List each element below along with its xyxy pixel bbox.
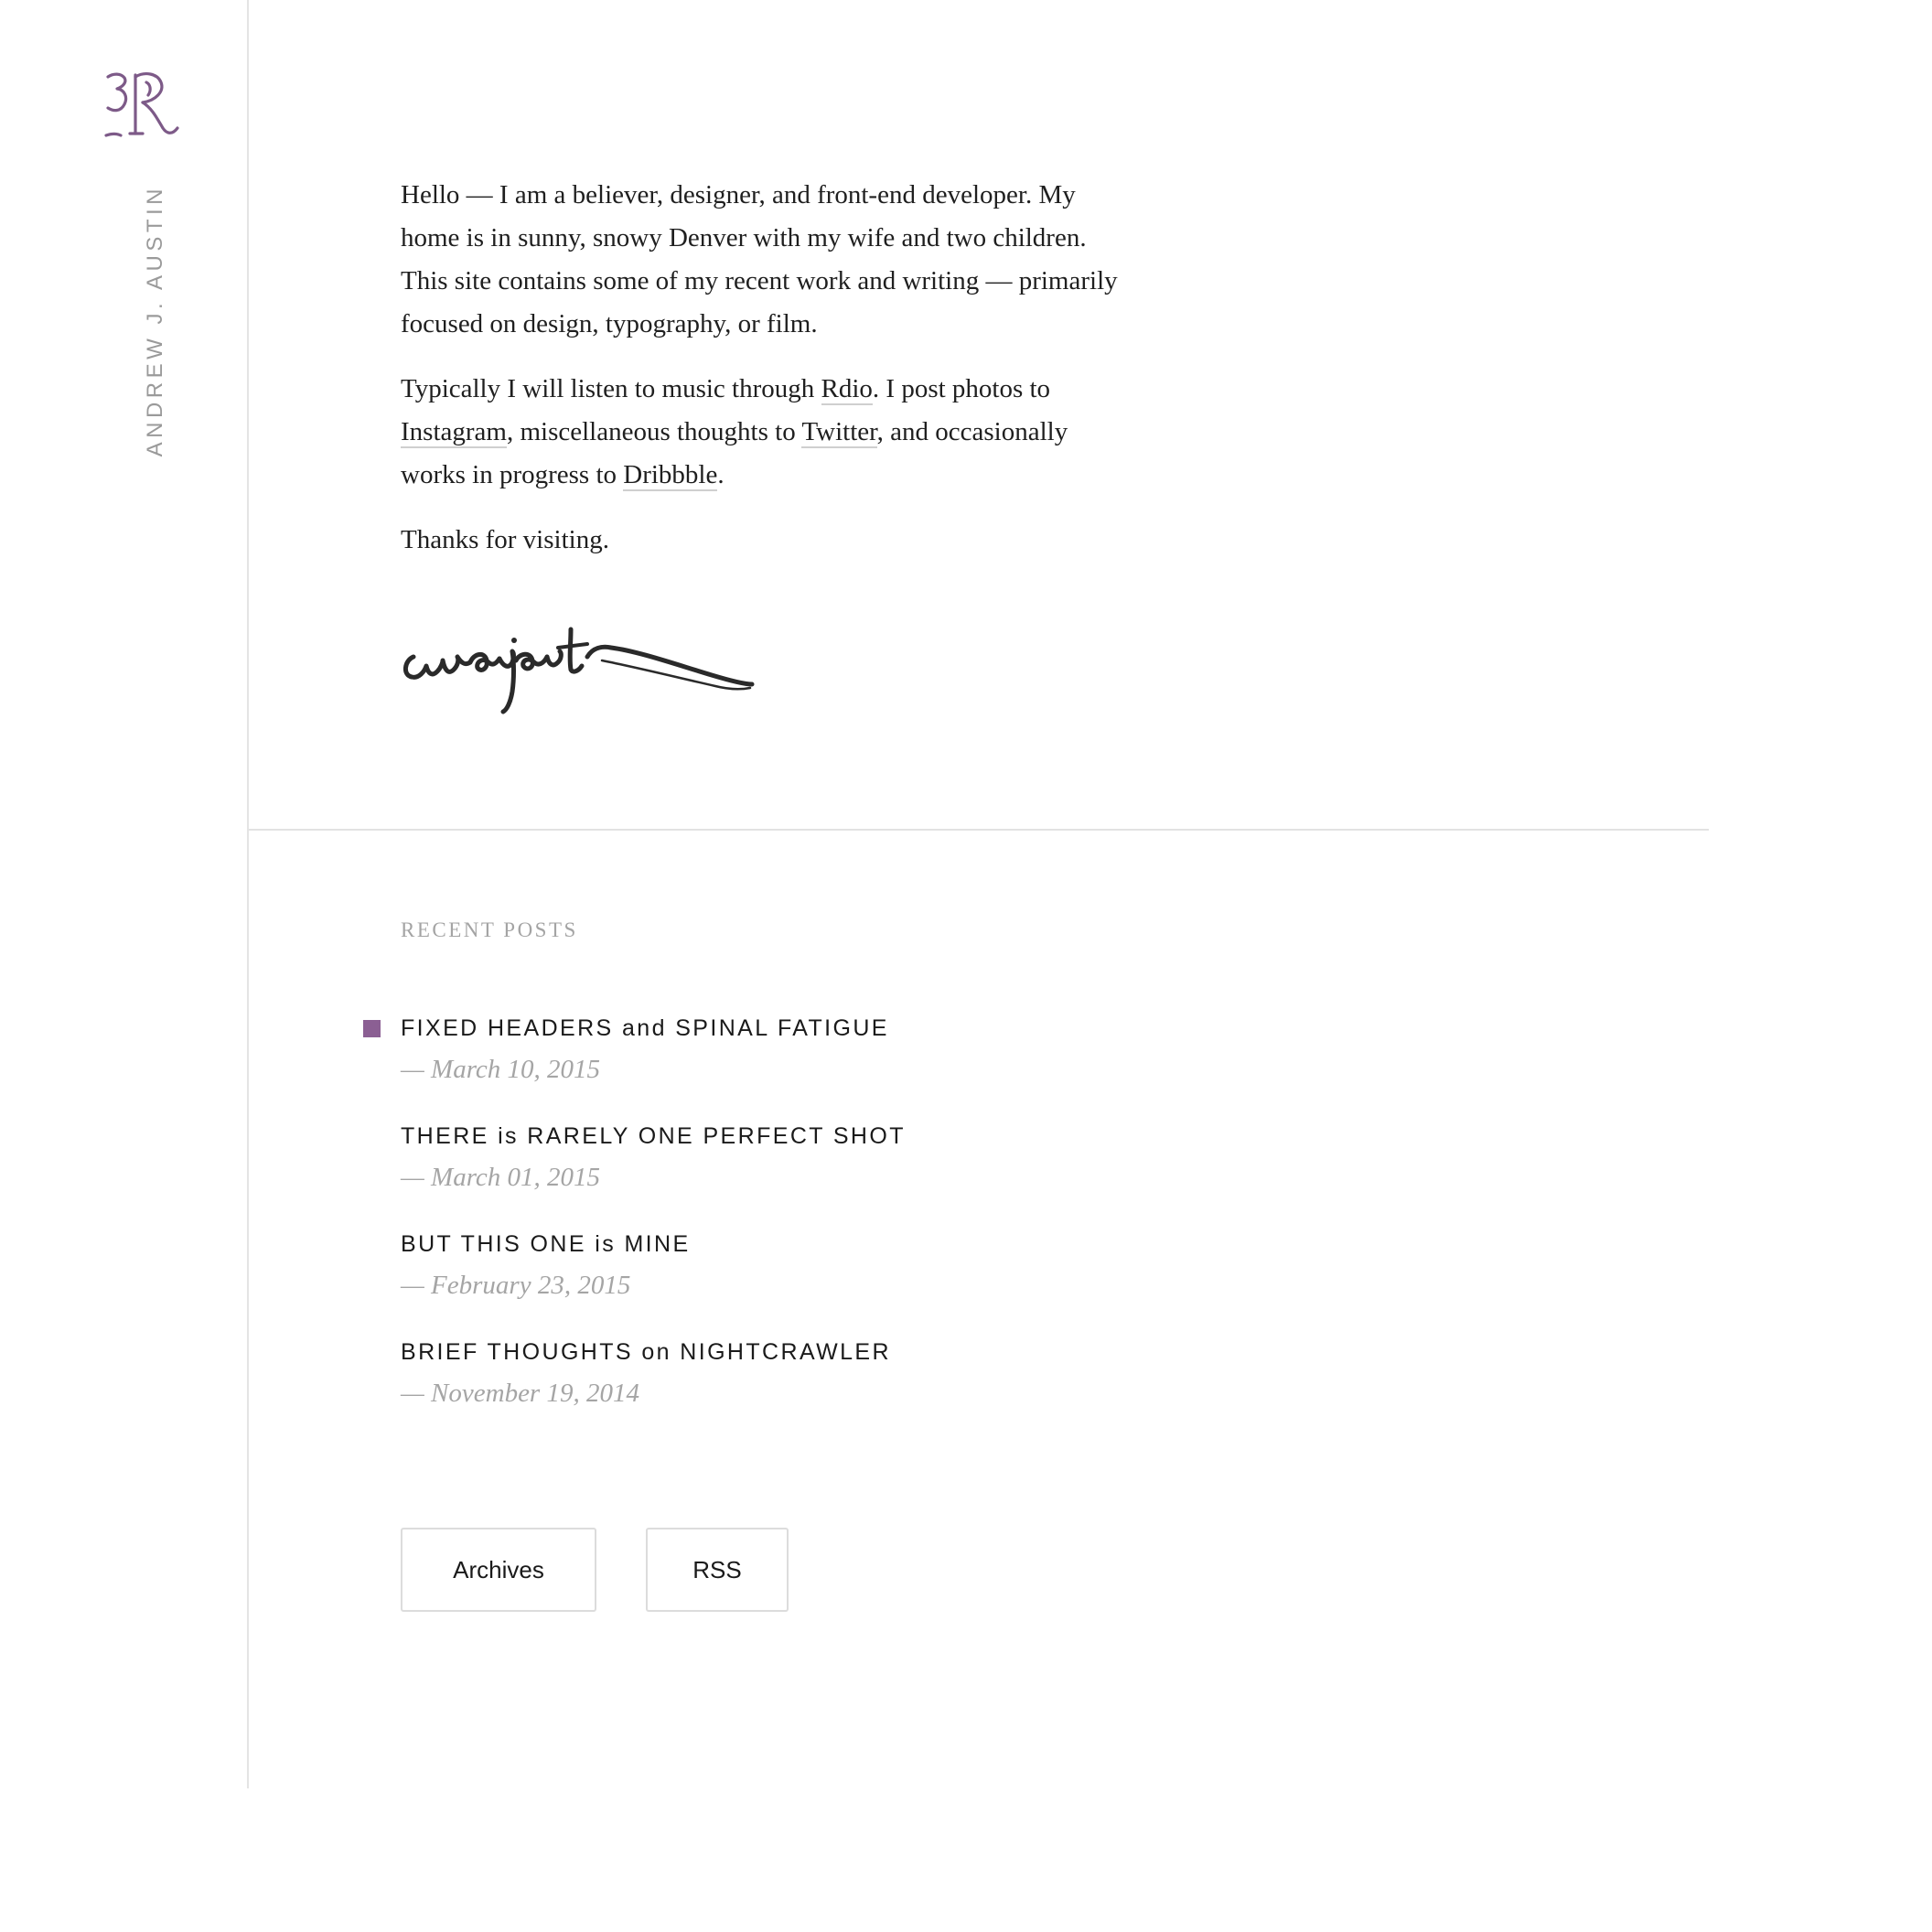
- rss-button[interactable]: RSS: [646, 1528, 789, 1612]
- blackletter-r-logo-icon: [102, 70, 181, 139]
- archives-button[interactable]: Archives: [401, 1528, 596, 1612]
- twitter-link[interactable]: Twitter: [801, 417, 877, 446]
- signature-dot: [511, 638, 517, 643]
- intro-p2-text-b: . I post photos to: [872, 374, 1051, 403]
- author-name-vertical: ANDREW J. AUSTIN: [143, 185, 167, 457]
- post-title[interactable]: BRIEF THOUGHTS on NIGHTCRAWLER: [401, 1339, 891, 1365]
- dribbble-link[interactable]: Dribbble: [623, 460, 718, 489]
- sidebar: [0, 0, 249, 1788]
- handwritten-signature: [401, 620, 757, 716]
- post-date: — March 01, 2015: [401, 1163, 601, 1192]
- section-divider: [249, 829, 1709, 831]
- intro-p2-text-d: , and occasionally works in progress to: [401, 417, 1068, 489]
- intro-paragraph-2: [401, 368, 1123, 497]
- post-date: — November 19, 2014: [401, 1379, 639, 1408]
- post-item[interactable]: [401, 1334, 1224, 1442]
- intro-paragraph-3: Thanks for visiting.: [401, 525, 609, 554]
- rdio-link[interactable]: Rdio: [821, 374, 873, 403]
- site-logo[interactable]: [102, 70, 181, 139]
- intro-p2-text-e: .: [717, 460, 724, 489]
- post-item[interactable]: [401, 1118, 1224, 1226]
- post-date: — March 10, 2015: [401, 1055, 601, 1084]
- intro-p2-text-c: , miscellaneous thoughts to: [506, 417, 802, 446]
- post-date: — February 23, 2015: [401, 1271, 631, 1300]
- instagram-link[interactable]: Instagram: [401, 417, 507, 446]
- intro-p2-text-a: Typically I will listen to music through: [401, 374, 821, 403]
- post-item[interactable]: [401, 1010, 1224, 1118]
- post-title[interactable]: THERE is RARELY ONE PERFECT SHOT: [401, 1123, 906, 1149]
- post-title[interactable]: BUT THIS ONE is MINE: [401, 1231, 691, 1257]
- signature-icon: [401, 620, 757, 716]
- post-item[interactable]: [401, 1226, 1224, 1334]
- intro-paragraph-1: Hello — I am a believer, designer, and front-end developer. My home is in sunny, snowy Denver with my wife and two children. This site contains some of my recent work and writing — primarily focused on design, typography, or film.: [401, 180, 1118, 338]
- intro-text: [401, 174, 1123, 584]
- recent-posts-list: [401, 1010, 1224, 1442]
- post-title[interactable]: FIXED HEADERS and SPINAL FATIGUE: [401, 1015, 889, 1041]
- recent-posts-heading: RECENT POSTS: [401, 918, 578, 941]
- current-post-marker: [363, 1020, 381, 1037]
